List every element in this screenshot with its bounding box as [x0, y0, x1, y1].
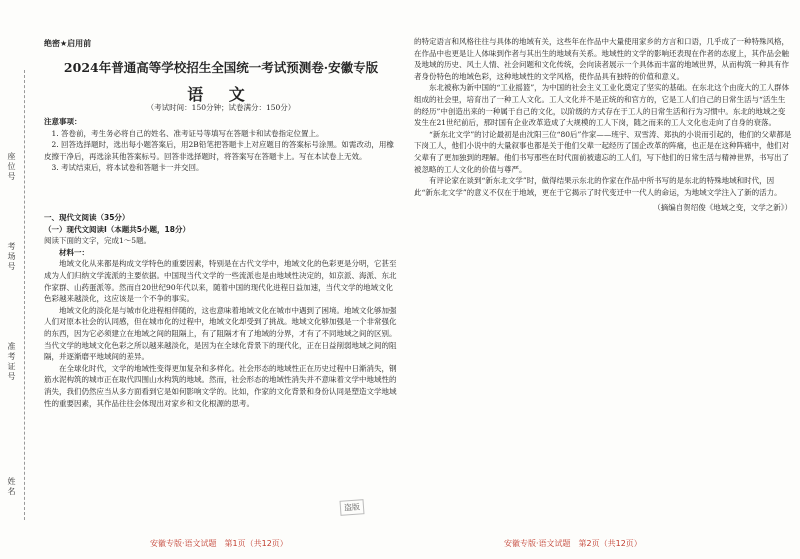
exam-info: （考试时间：150分钟；试卷满分：150分）	[146, 103, 296, 112]
body-paragraph: 地域文化的淡化是与城市化进程相伴随的，这也意味着地域文化在城市中遇到了困境。地域文化够加强人们对原本社会的认同感，但在城市化的过程中，地域文化却受到了挑战。地域文化够加强是一个非常强化的东西，因为它必须建立在地域之间的阻隔上，有了阻隔才有了地域的分界，才有了不同地域之间的区别。当代文学的地域文化色彩之所以越来越淡化，是因为在全球化背景下的现代化，正在日益削弱地域之间的阻隔，并逐渐磨平地域间的差异。	[44, 305, 397, 362]
body-paragraph: 东北被称为新中国的“工业摇篮”，为中国的社会主义工业化奠定了坚实的基础。在东北这个由庞大的工人群体组成的社会里，培育出了一种工人文化。工人文化并不是正统的和官方的，它是工人们自己的日常生活与“活生生的经历”中创造出来的一种属于自己的文化，以阶级的方式存在于工人的日常生活和行为习惯中。东北的地域之变发生在21世纪前后，那时国有企业改革造成了大规模的工人下岗，随之而来的工人文化也走向了自身的衰落。	[414, 83, 790, 128]
note-item: 1. 答卷前，考生务必将自己的姓名、准考证号等填写在答题卡和试卷指定位置上。	[51, 128, 324, 138]
binding-margin	[0, 0, 34, 559]
note-item: 3. 考试结束后，将本试卷和答题卡一并交回。	[51, 163, 204, 173]
note-item: 2. 回答选择题时，选出每小题答案后，用2B铅笔把答题卡上对应题目的答案标号涂黑。如需改动，用橡皮擦干净后，再选涂其他答案标号。回答非选择题时，将答案写在答题卡上。写在本试卷上无效。	[44, 140, 394, 161]
body-paragraph: 有评论家在谈到“新东北文学”时，做得结果示东北的作家在作品中所书写的是东北的特殊地域和时代，因此“新东北文学”的意义不仅在于地域，更在于它揭示了时代变迁中一代人的命运，为地域文学注入了新的活力。	[414, 176, 782, 197]
right-text-block	[414, 36, 792, 214]
watermark-stamp: 盗版	[340, 499, 365, 516]
right-page	[404, 0, 800, 559]
body-paragraph: “新东北文学”的讨论最初是由沈阳三位“80后”作家——班宇、双雪涛、郑执的小说而引起的，他们的父辈都是下岗工人，他们小说中的大量叙事也都是关于他们父辈一起经历了国企改革的阵痛，也正是在这种阵痛中，他们对父辈有了更加独到的理解。他们书写那些在时代面前被遗忘的工人们，写下他们的日常生活与精神世界，书写出了被忽略的工人文化的价值与尊严。	[414, 129, 792, 174]
notes-heading: 注意事项：	[44, 117, 82, 126]
subject-title: 语 文	[187, 85, 255, 104]
page-footer: 安徽专版·语文试题 第1页（共12页）	[150, 539, 288, 548]
body-paragraph: 的特定语言和风格往往与具体的地域有关，这些年在作品中大量使用家乡的方言和口语，几乎成了一种特殊风格，在作品中也更是让人体味到作者与其出生的地域有关系。地域性的文学的影响还表现在作者的态度上，其作品会触及地域的历史、风土人情、社会问题和文化传统，会向读者展示一个具体而丰富的地域世界，从而构筑一种具有作者身份特色的地域色彩，这种地域性的文学风格，使作品具有独特的价值和意义。	[414, 37, 789, 81]
body-paragraph: 在全球化时代，文学的地域性变得更加复杂和多样化。社会形态的地域性正在历史过程中日渐消失，钢筋水泥构筑的城市正在取代四围山水构筑的地域。然而，社会形态的地域性消失并不意味着文学中地域性的消失，我们仍然应当从多方面看到它是如何影响文学的。比如，作家的文化背景和身份认同是塑造文学地域性的重要因素，其作品往往会体现出对家乡和文化根源的思考。	[44, 363, 397, 408]
margin-label-name: 姓名	[7, 477, 16, 497]
body-paragraph: 地域文化从来都是构成文学特色的重要因素，特别是在古代文学中，地域文化的色彩更是分明，它甚至成为人们归纳文学流派的主要依据。中国现当代文学的一些流派也是由地域性决定的，如京派、海派、东北作家群、山药蛋派等。然而自20世纪90年代以来，随着中国的现代化进程日益加速，当代文学的地域文化色彩越来越淡化，这应该是一个不争的事实。	[44, 259, 397, 304]
confidential-label: 绝密★启用前	[44, 39, 92, 48]
cut-line	[24, 70, 25, 520]
reading-section	[44, 212, 398, 409]
margin-label-seat: 座位号	[7, 152, 16, 182]
exam-title: 2024年普通高等学校招生全国统一考试预测卷·安徽专版	[63, 60, 379, 75]
margin-label-ticket: 准考证号	[7, 342, 16, 382]
notes-block	[44, 116, 398, 174]
page-footer: 安徽专版·语文试题 第2页（共12页）	[504, 539, 642, 548]
reading-instruction: 阅读下面的文字，完成1～5题。	[44, 236, 152, 246]
margin-label-room: 考场号	[7, 242, 16, 272]
section-heading: 一、现代文阅读（35分）	[44, 213, 130, 222]
source-citation: （摘编自贺绍俊《地域之变，文学之新》）	[653, 203, 792, 213]
subsection-heading: （一）现代文阅读Ⅰ（本题共5小题，18分）	[44, 224, 190, 234]
material-label: 材料一：	[59, 247, 89, 257]
